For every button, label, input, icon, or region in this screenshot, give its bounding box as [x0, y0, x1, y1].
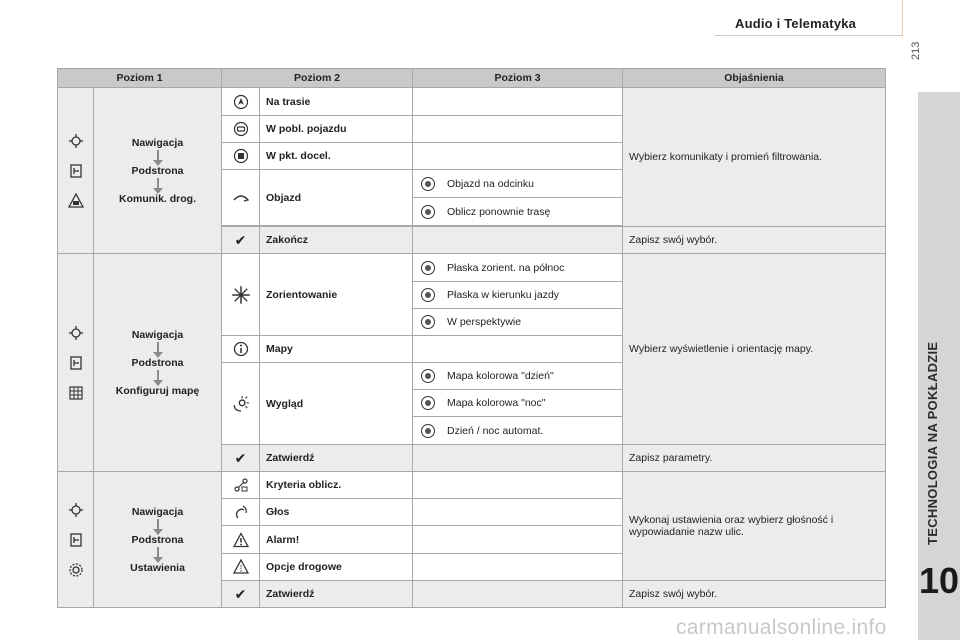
around-vehicle-icon [233, 121, 249, 137]
flow-step: Konfiguruj mapę [115, 384, 200, 397]
header-divider [715, 35, 903, 36]
flow-arrow [157, 519, 159, 529]
option-label: Płaska w kierunku jazdy [447, 289, 560, 301]
confirm-label: Zatwierdź [260, 581, 413, 608]
flow-step: Nawigacja [131, 328, 184, 341]
page-number: 213 [910, 41, 922, 60]
map-config-icon [68, 385, 84, 401]
level3-option [413, 363, 623, 390]
explanation: Wykonaj ustawienia oraz wybierz głośność i wypowiadanie nazw ulic. [623, 472, 886, 581]
level3-empty [413, 581, 623, 608]
level3-empty [413, 554, 623, 581]
option-label: Mapa kolorowa "noc" [447, 397, 546, 409]
level3-empty [413, 526, 623, 554]
level3-empty [413, 445, 623, 472]
level2-label: Zorientowanie [260, 254, 413, 336]
icon-cell [222, 363, 260, 445]
flow-arrow [157, 150, 159, 160]
radio-icon[interactable] [421, 205, 435, 219]
header-explanation: Objaśnienia [623, 69, 886, 88]
table-header-row [58, 69, 886, 88]
option-label: Mapa kolorowa "dzień" [447, 370, 554, 382]
level2-label: W pkt. docel. [260, 143, 413, 170]
level3-option [413, 170, 623, 198]
flow-step: Podstrona [131, 356, 184, 369]
page-header-title: Audio i Telematyka [735, 16, 857, 31]
radio-icon[interactable] [421, 424, 435, 438]
option-label: Dzień / noc automat. [447, 424, 544, 437]
radio-icon[interactable] [421, 177, 435, 191]
icon-cell [222, 581, 260, 608]
submenu-icon [68, 532, 84, 548]
group3-flow [94, 472, 222, 608]
level3-empty [413, 499, 623, 526]
checkmark-icon: ✔ [234, 585, 247, 602]
group2-flow [94, 254, 222, 472]
level3-option [413, 390, 623, 417]
explanation: Wybierz komunikaty i promień filtrowania. [623, 88, 886, 227]
checkmark-icon: ✔ [234, 231, 247, 248]
level3-option [413, 254, 623, 282]
level2-label: Opcje drogowe [260, 554, 413, 581]
header-level2: Poziom 2 [222, 69, 413, 88]
radio-icon[interactable] [421, 396, 435, 410]
level2-label: Głos [260, 499, 413, 526]
level3-option [413, 282, 623, 309]
icon-cell [222, 472, 260, 499]
alarm-icon [233, 532, 249, 548]
voice-icon [233, 504, 249, 520]
chapter-number: 10 [918, 560, 960, 601]
level2-label: Kryteria oblicz. [260, 472, 413, 499]
flow-arrow [157, 178, 159, 188]
flow-step: Komunik. drog. [119, 192, 196, 205]
option-label: Oblicz ponownie trasę [447, 205, 551, 218]
group1-flow [94, 88, 222, 254]
flow-step: Podstrona [131, 533, 184, 546]
destination-icon [233, 148, 249, 164]
group3-icons [58, 472, 94, 608]
explanation: Zapisz parametry. [623, 445, 886, 472]
icon-cell [222, 170, 260, 226]
radio-icon[interactable] [421, 315, 435, 329]
icon-cell [222, 227, 260, 254]
icon-cell [222, 445, 260, 472]
icon-cell [222, 499, 260, 526]
detour-icon [233, 190, 249, 206]
level2-label: W pobl. pojazdu [260, 116, 413, 143]
day-night-icon [232, 395, 250, 413]
flow-step: Nawigacja [131, 505, 184, 518]
level2-label: Alarm! [260, 526, 413, 554]
option-label: Płaska zorient. na północ [447, 261, 565, 274]
navigation-icon [68, 325, 84, 341]
traffic-icon [68, 193, 84, 209]
radio-icon[interactable] [421, 261, 435, 275]
explanation: Wybierz wyświetlenie i orientację mapy. [623, 254, 886, 445]
chapter-section-title: TECHNOLOGIA NA POKŁADZIE [925, 341, 940, 545]
level2-label: Wygląd [260, 363, 413, 445]
flow-step: Podstrona [131, 164, 184, 177]
header-level3: Poziom 3 [413, 69, 623, 88]
header-level1: Poziom 1 [58, 69, 222, 88]
radio-icon[interactable] [421, 369, 435, 383]
icon-cell [222, 116, 260, 143]
navigation-icon [68, 133, 84, 149]
icon-cell [222, 254, 260, 336]
on-route-icon [233, 94, 249, 110]
level2-label: Na trasie [260, 88, 413, 116]
level2-label: Objazd [260, 170, 413, 226]
level3-empty [413, 88, 623, 116]
flow-arrow [157, 547, 159, 557]
confirm-label: Zakończ [260, 227, 413, 254]
option-label: Objazd na odcinku [447, 177, 534, 190]
explanation: Zapisz swój wybór. [623, 581, 886, 608]
submenu-icon [68, 355, 84, 371]
orientation-icon [231, 285, 251, 305]
level3-empty [413, 336, 623, 363]
level2-label: Mapy [260, 336, 413, 363]
table-row [58, 472, 886, 499]
navigation-icon [68, 502, 84, 518]
flow-arrow [157, 342, 159, 352]
level3-option [413, 198, 623, 226]
table-row [58, 88, 886, 116]
route-criteria-icon [233, 477, 249, 493]
watermark: carmanualsonline.info [676, 616, 887, 639]
header-accent-line [902, 0, 903, 36]
submenu-icon [68, 163, 84, 179]
level3-empty [413, 472, 623, 499]
level3-empty [413, 227, 623, 254]
icon-cell [222, 336, 260, 363]
group2-icons [58, 254, 94, 472]
table-row [58, 254, 886, 282]
settings-icon [68, 562, 84, 578]
flow-step: Nawigacja [131, 136, 184, 149]
level3-empty [413, 143, 623, 170]
group1-icons [58, 88, 94, 254]
level3-option [413, 417, 623, 445]
icon-cell [222, 526, 260, 554]
info-icon [233, 341, 249, 357]
flow-arrow [157, 370, 159, 380]
road-options-icon [233, 559, 249, 575]
explanation: Zapisz swój wybór. [623, 227, 886, 254]
level3-empty [413, 116, 623, 143]
flow-step: Ustawienia [130, 561, 185, 574]
icon-cell [222, 554, 260, 581]
checkmark-icon: ✔ [234, 449, 247, 466]
menu-table [57, 68, 886, 608]
icon-cell [222, 88, 260, 116]
icon-cell [222, 143, 260, 170]
option-label: W perspektywie [447, 316, 522, 328]
radio-icon[interactable] [421, 288, 435, 302]
confirm-label: Zatwierdź [260, 445, 413, 472]
level3-option [413, 309, 623, 336]
